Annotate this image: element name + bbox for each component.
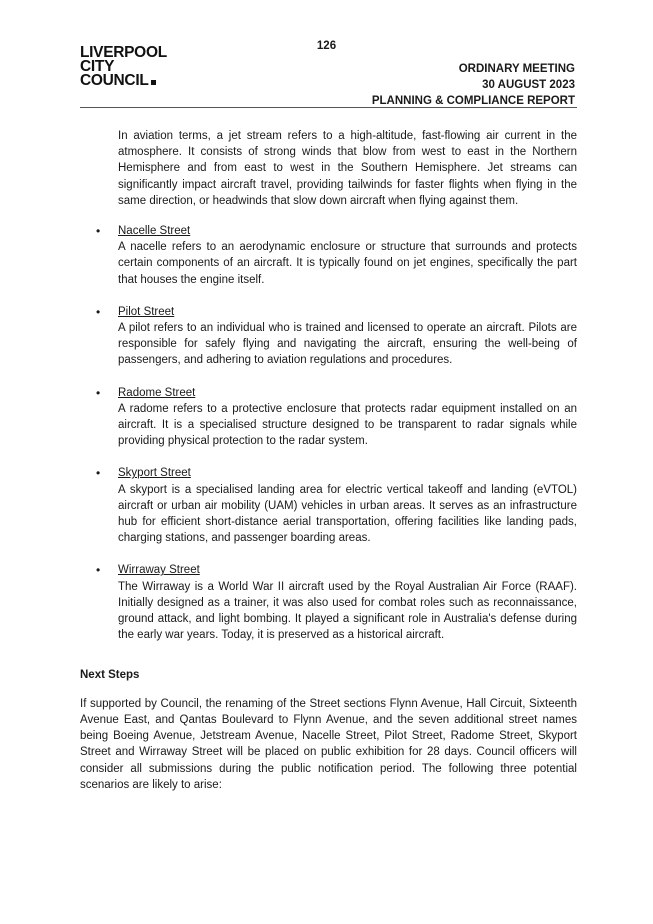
list-item (80, 465, 577, 546)
list-item (80, 304, 577, 369)
report-header (372, 61, 575, 109)
list-item (80, 223, 577, 288)
list-item (80, 385, 577, 450)
street-description: The Wirraway is a World War II aircraft used by the Royal Australian Air Force (RAAF). Initially designed as a trainer, it was also used for combat roles such as reconnaissance, ground attack, and light bombing. It played a significant role in Australia's defense during the early war years. Today, it is preserved as a historical aircraft. (118, 580, 577, 642)
logo-line: COUNCIL (80, 72, 149, 89)
list-item (80, 562, 577, 643)
street-description: A nacelle refers to an aerodynamic enclosure or structure that surrounds and protects certain components of an aircraft. It is typically found on jet engines, specifically the part that houses the engine itself. (118, 241, 577, 286)
logo-line: CITY (80, 58, 115, 75)
street-description: A radome refers to a protective enclosure that protects radar equipment installed on an aircraft. It is a specialised structure designed to be transparent to radar signals while providing physical protection to the radar system. (118, 402, 577, 448)
header-divider (80, 107, 577, 108)
street-name: Nacelle Street (118, 225, 191, 238)
logo-line: LIVERPOOL (80, 44, 167, 61)
logo-dot-icon (151, 80, 156, 85)
document-body (80, 128, 577, 793)
page-number: 126 (316, 40, 337, 52)
meeting-title: ORDINARY MEETING (458, 63, 575, 75)
next-steps-paragraph: If supported by Council, the renaming of the Street sections Flynn Avenue, Hall Circuit, Sixteenth Avenue East, and Qantas Boulevard to Flynn Avenue, and the seven additional street names being Boeing Avenue, Jetstream Avenue, Nacelle Street, Pilot Street, Radome Street, Skyport Street and Wirraway Street will be placed on public exhibition for 28 days. Council officers will consider all submissions during the public notification period. The following three potential scenarios are likely to arise: (80, 697, 577, 791)
council-logo (80, 46, 167, 88)
street-name: Wirraway Street (118, 564, 200, 577)
bullet-icon: • (96, 563, 101, 578)
section-heading: Next Steps (80, 669, 140, 682)
street-name: Pilot Street (118, 305, 175, 318)
street-description: A skyport is a specialised landing area for electric vertical takeoff and landing (eVTOL) aircraft or urban air mobility (UAM) vehicles in urban areas. It serves as an infrastructure hub for efficient short-distance aerial transportation, offering facilities like landing pads, charging stations, and passenger boarding areas. (118, 483, 577, 545)
jetstream-paragraph: In aviation terms, a jet stream refers to a high-altitude, fast-flowing air current in the atmosphere. It consists of strong winds that blow from west to east in the Northern Hemisphere and from east to west in the Southern Hemisphere. Jet streams can significantly impact aircraft travel, providing tailwinds for faster flights when flying in the same direction, or headwinds that slow down aircraft when flying against them. (118, 130, 577, 207)
street-name: Skyport Street (118, 467, 191, 480)
street-name: Radome Street (118, 386, 196, 399)
meeting-date: 30 AUGUST 2023 (482, 79, 575, 91)
report-title: PLANNING & COMPLIANCE REPORT (371, 95, 575, 107)
bullet-icon: • (96, 466, 101, 481)
street-description: A pilot refers to an individual who is trained and licensed to operate an aircraft. Pilots are responsible for safely flying and navigating the aircraft, ensuring the well-being of passengers, and adhering to aviation regulations and procedures. (118, 322, 577, 367)
bullet-icon: • (96, 385, 101, 400)
bullet-icon: • (96, 224, 101, 239)
bullet-icon: • (96, 304, 101, 319)
